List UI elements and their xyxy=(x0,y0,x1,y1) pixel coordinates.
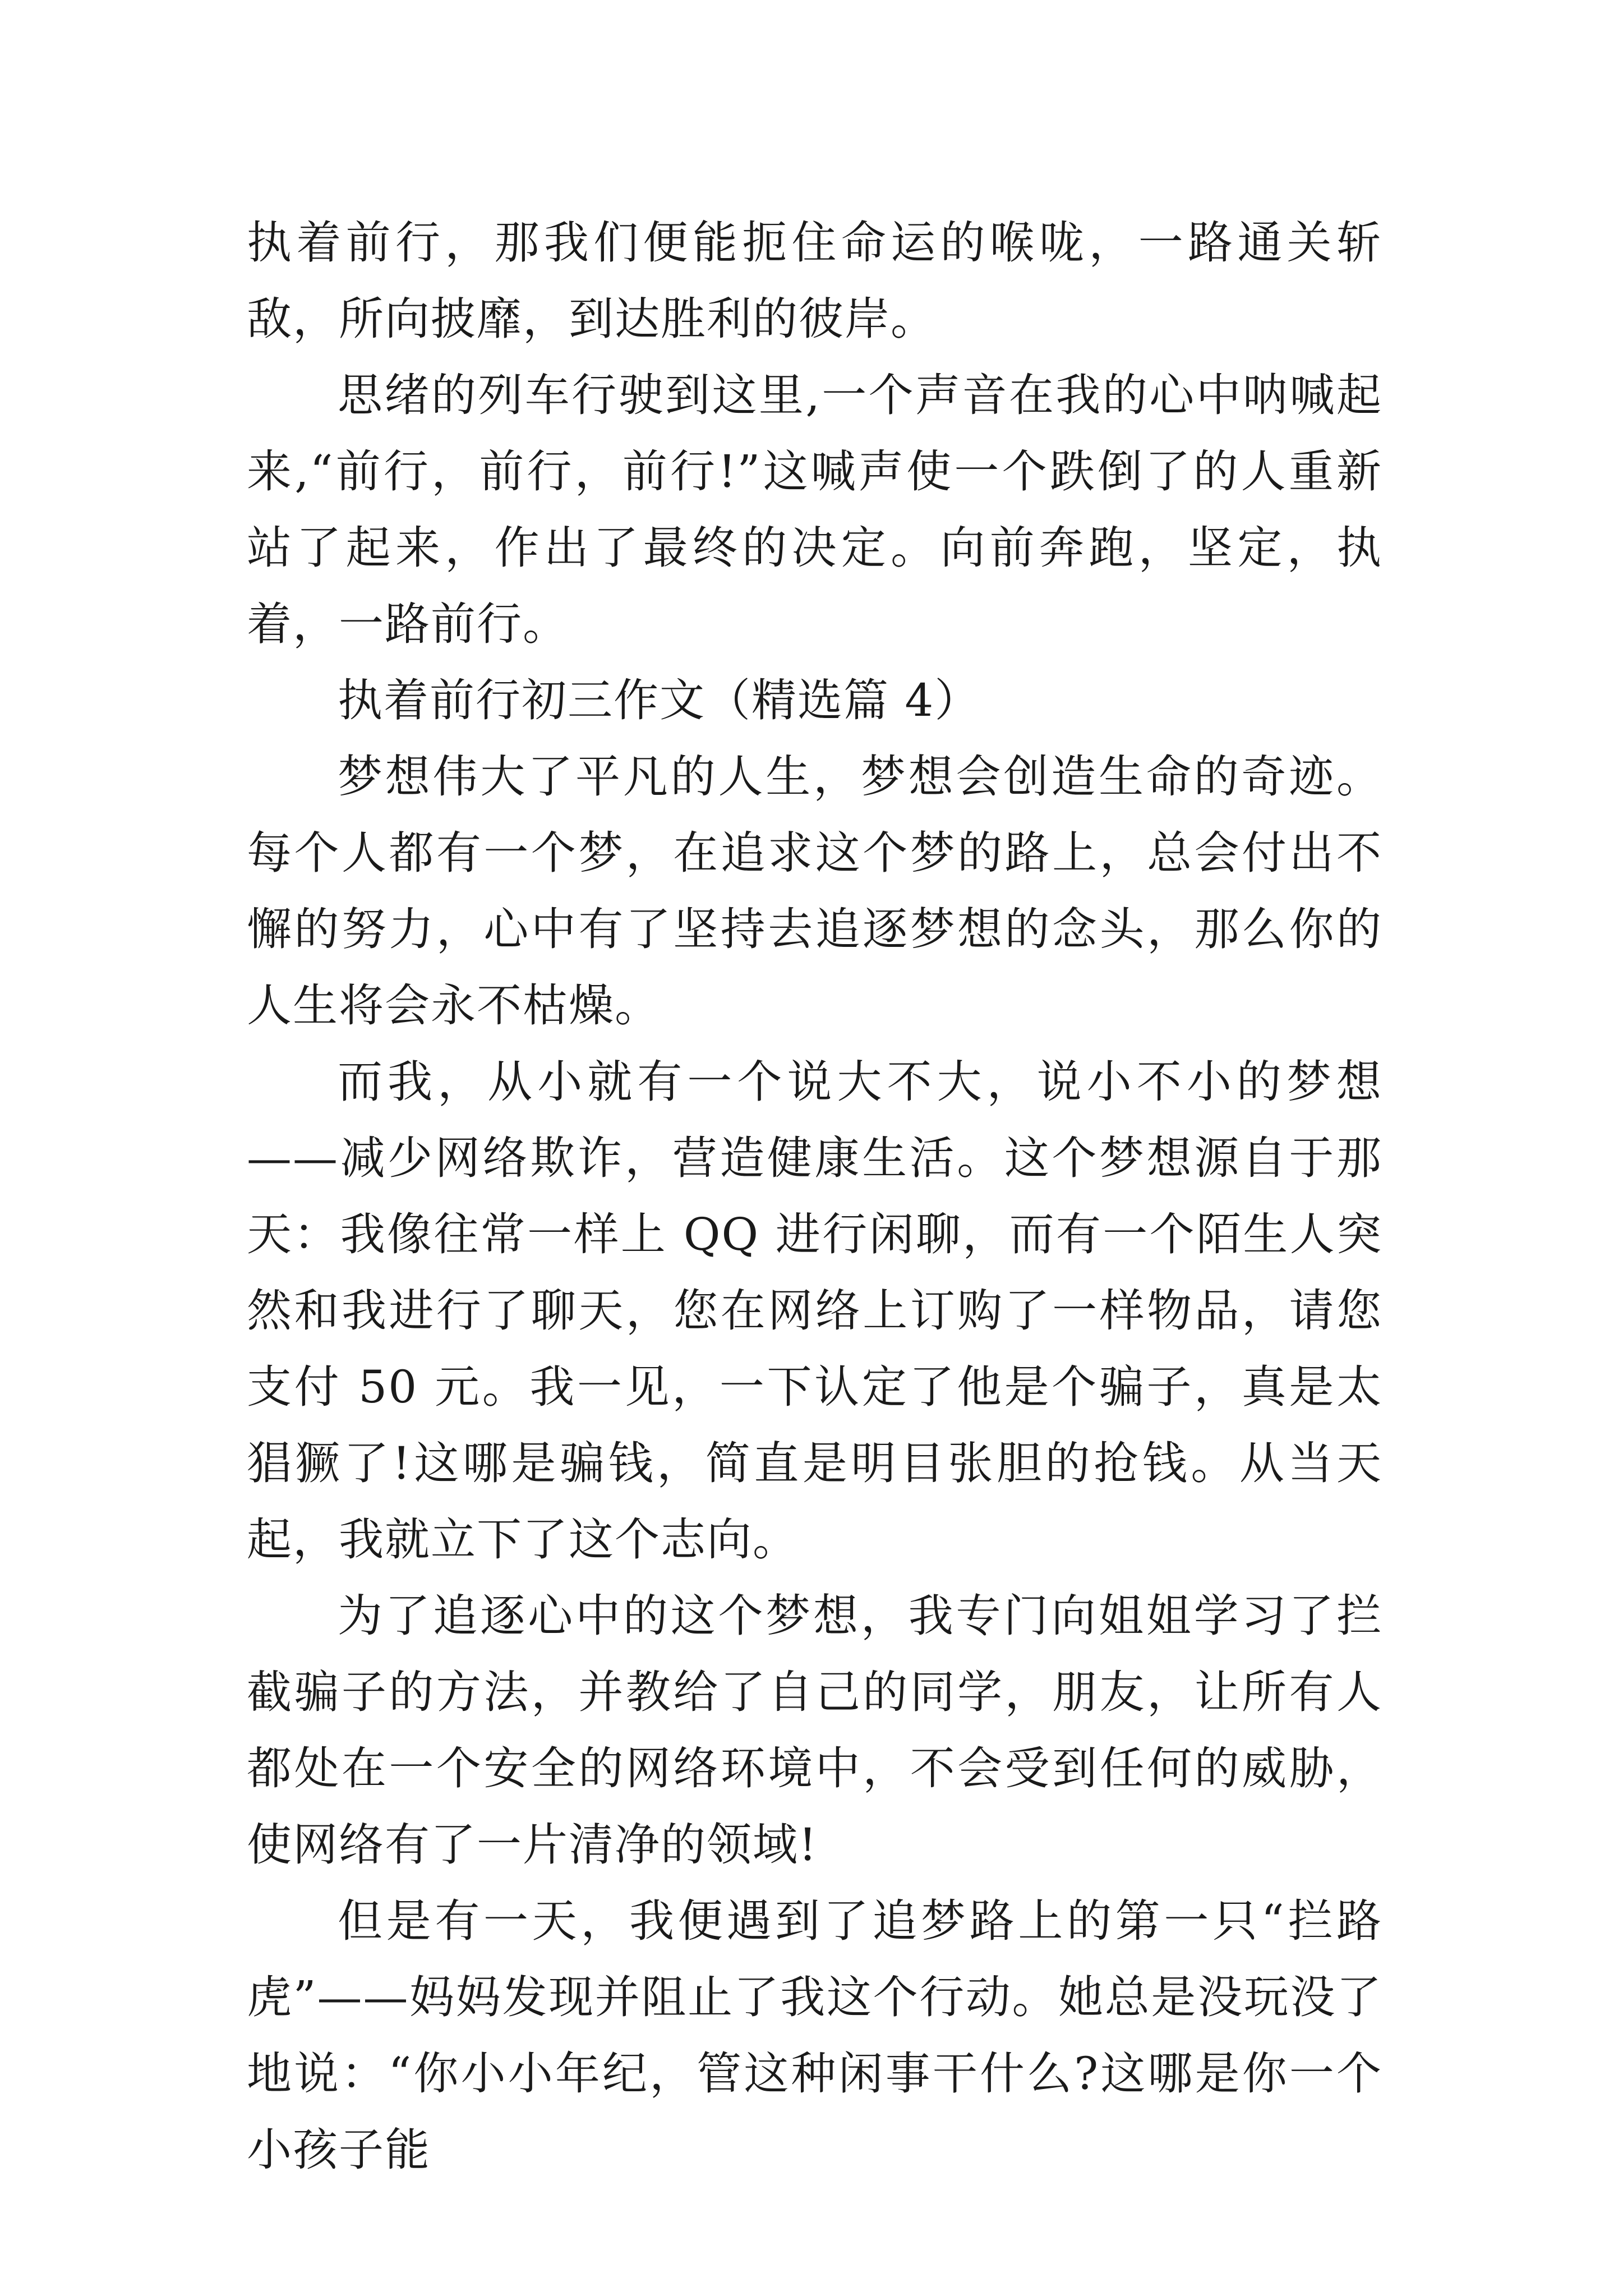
paragraph-2: 思绪的列车行驶到这里,一个声音在我的心中呐喊起来,“前行，前行，前行!”这喊声使一个跌倒了的人重新站了起来，作出了最终的决定。向前奔跑，坚定，执着，一路前行。 xyxy=(247,369,1382,650)
paragraph-5: 为了追逐心中的这个梦想，我专门向姐姐学习了拦截骗子的方法，并教给了自己的同学，朋友，让所有人都处在一个安全的网络环境中，不会受到任何的威胁，使网络有了一片清净的领域! xyxy=(247,1590,1382,1871)
paragraph-1: 执着前行，那我们便能扼住命运的喉咙，一路通关斩敌，所向披靡，到达胜利的彼岸。 xyxy=(247,217,1382,345)
paragraph-4: 而我，从小就有一个说大不大，说小不小的梦想——减少网络欺诈，营造健康生活。这个梦想源自于那天：我像往常一样上 QQ 进行闲聊，而有一个陌生人突然和我进行了聊天，您在网络上订购了一样物品，请您支付 50 元。我一见，一下认定了他是个骗子，真是太猖獗了!这哪是骗钱，简直是明目张胆的抢钱。从当天起，我就立下了这个志向。 xyxy=(247,1056,1382,1566)
document-body xyxy=(247,205,1382,2188)
section-heading: 执着前行初三作文（精选篇 4） xyxy=(338,674,981,726)
paragraph-3: 梦想伟大了平凡的人生，梦想会创造生命的奇迹。每个人都有一个梦，在追求这个梦的路上，总会付出不懈的努力，心中有了坚持去追逐梦想的念头，那么你的人生将会永不枯燥。 xyxy=(247,751,1382,1032)
paragraph-6: 但是有一天，我便遇到了追梦路上的第一只“拦路虎”——妈妈发现并阻止了我这个行动。她总是没玩没了地说：“你小小年纪，管这种闲事干什么?这哪是你一个小孩子能 xyxy=(247,1895,1382,2176)
